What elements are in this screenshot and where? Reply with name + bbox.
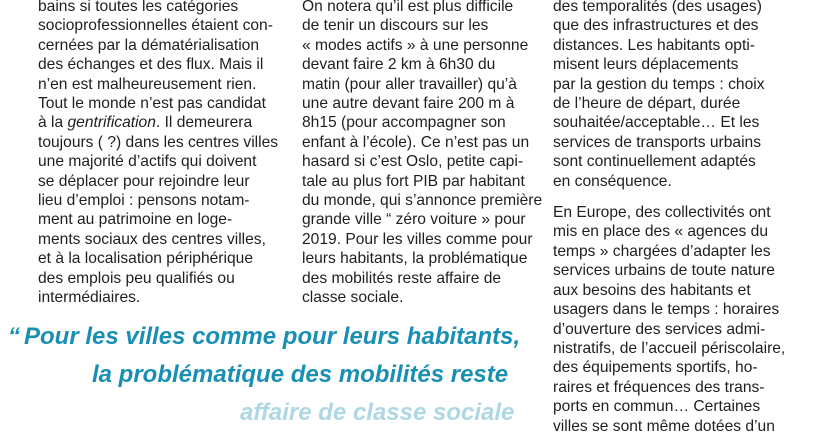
text-line: des échanges et des flux. Mais il — [38, 56, 264, 74]
text-segment: . Il demeurera — [155, 114, 253, 132]
column1-paragraph-2 — [38, 94, 284, 307]
text-line: d’ouverture des services admi- — [553, 320, 766, 338]
text-line: ports en commun… Certaines — [553, 398, 761, 416]
text-line: une majorité d’actifs qui doivent — [38, 153, 257, 171]
text-line: n’en est malheureusement rien. — [38, 75, 257, 93]
text-line: des équipements sportifs, ho- — [553, 359, 758, 377]
open-quote-mark: “ — [8, 323, 20, 350]
paragraph-spacer — [553, 191, 791, 203]
text-line: des emplois peu qualifiés ou — [38, 269, 235, 287]
text-line: distances. Les habitants opti- — [553, 36, 755, 54]
text-line: villes se sont même dotées d’un — [553, 417, 775, 435]
text-segment: à la — [38, 114, 68, 132]
text-line — [38, 113, 284, 132]
text-line: de l’heure de départ, durée — [553, 95, 741, 113]
text-line: 8h15 (pour accompagner son — [302, 114, 506, 132]
text-line: se déplacer pour rejoindre leur — [38, 172, 250, 190]
text-line: usagers dans le temps : horaires — [553, 301, 780, 319]
text-line: services urbains de toute nature — [553, 262, 775, 280]
text-line: toujours ( ?) dans les centres villes — [38, 133, 279, 151]
text-line: nistratifs, de l’accueil périscolaire, — [553, 339, 786, 357]
pull-quote-text: Pour les villes comme pour leurs habitants, — [24, 323, 521, 350]
text-line: mis en place des « agences du — [553, 223, 768, 241]
text-line: Tout le monde n’est pas candidat — [38, 95, 266, 113]
text-line: sont continuellement adaptés — [553, 153, 756, 171]
text-line: temps » chargées d’adapter les — [553, 242, 771, 260]
text-line: ment au patrimoine en loge- — [38, 211, 233, 229]
text-line: socioprofessionnelles étaient con- — [38, 17, 273, 35]
text-line: bains si toutes les catégories — [38, 0, 239, 15]
text-line: lieu d’emploi : pensons notam- — [38, 192, 250, 210]
text-line: souhaitée/acceptable… Et les — [553, 114, 760, 132]
text-line: 2019. Pour les villes comme pour — [302, 230, 533, 248]
text-line: « modes actifs » à une personne — [302, 36, 529, 54]
pull-quote-line-3: affaire de classe sociale — [240, 399, 515, 426]
text-line: une autre devant faire 200 m à — [302, 95, 515, 113]
text-line: classe sociale. — [302, 289, 404, 307]
text-line: grande ville “ zéro voiture » pour — [302, 211, 526, 229]
text-line: du monde, qui s’annonce première — [302, 192, 543, 210]
text-line: leurs habitants, la problématique — [302, 250, 528, 268]
article-column-3 — [553, 0, 791, 436]
text-line: matin (pour aller travailler) qu’à — [302, 75, 517, 93]
column1-paragraph-1 — [38, 0, 284, 94]
column3-paragraph-2 — [553, 203, 791, 436]
pull-quote-line-2: la problématique des mobilités reste — [92, 361, 509, 388]
text-line: aux besoins des habitants et — [553, 281, 751, 299]
text-line: On notera qu’il est plus difficile — [302, 0, 514, 15]
article-column-1 — [38, 0, 284, 308]
text-line: des temporalités (des usages) — [553, 0, 762, 15]
text-line: que des infrastructures et des — [553, 17, 759, 35]
text-line: des mobilités reste affaire de — [302, 269, 502, 287]
emphasized-word: gentrification — [67, 114, 156, 132]
text-line: misent leurs déplacements — [553, 56, 739, 74]
article-column-2 — [302, 0, 543, 308]
text-line: raires et fréquences des trans- — [553, 378, 765, 396]
pull-quote-line-1 — [8, 318, 520, 356]
text-line: de tenir un discours sur les — [302, 17, 489, 35]
text-line: devant faire 2 km à 6h30 du — [302, 56, 496, 74]
text-line: tale au plus fort PIB par habitant — [302, 172, 525, 190]
text-line: cernées par la dématérialisation — [38, 36, 260, 54]
text-line: ments sociaux des centres villes, — [38, 230, 266, 248]
text-line: par la gestion du temps : choix — [553, 75, 765, 93]
text-line: et à la localisation périphérique — [38, 250, 253, 268]
text-line: enfant à l’école). Ce n’est pas un — [302, 133, 530, 151]
text-line: en conséquence. — [553, 172, 672, 190]
column3-paragraph-1 — [553, 0, 791, 191]
text-line: hasard si c’est Oslo, petite capi- — [302, 153, 524, 171]
text-line: intermédiaires. — [38, 289, 141, 307]
text-line: En Europe, des collectivités ont — [553, 204, 771, 222]
text-line: services de transports urbains — [553, 133, 762, 151]
